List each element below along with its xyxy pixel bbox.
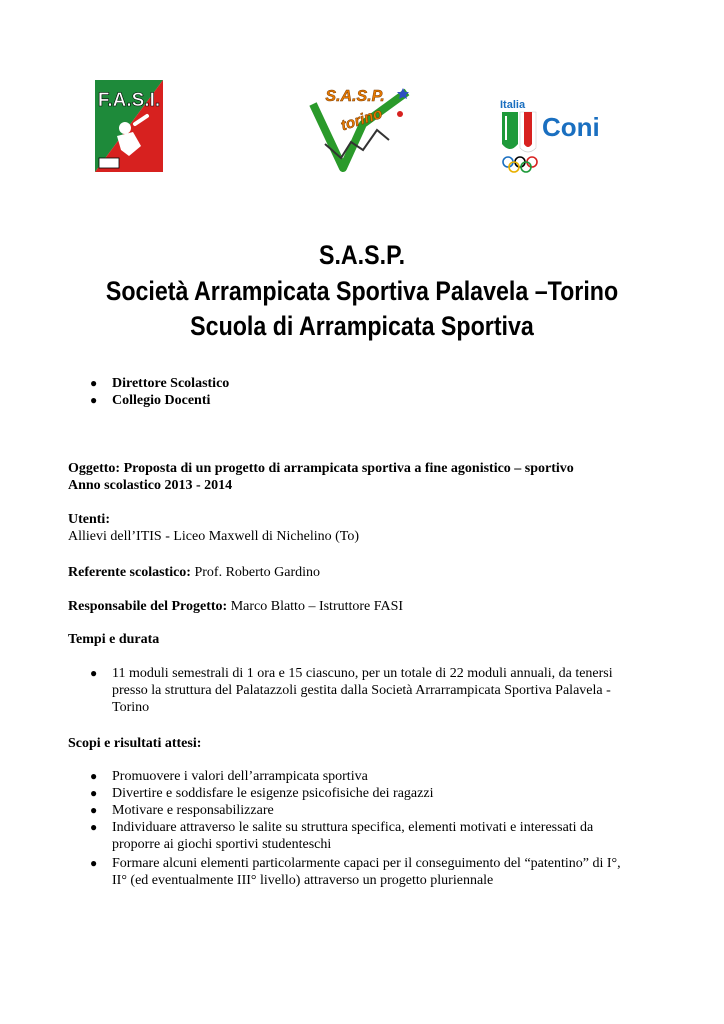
- title-line-3: Scuola di Arrampicata Sportiva: [190, 311, 534, 341]
- referente-value: Prof. Roberto Gardino: [190, 565, 321, 580]
- bullet-icon: ●: [90, 376, 98, 390]
- scopi-item-line: Formare alcuni elementi particolarmente capaci per il conseguimento del “patentino” di I°,: [112, 856, 621, 871]
- tempi-item-line: Torino: [112, 700, 150, 715]
- bullet-icon: ●: [90, 820, 98, 834]
- coni-logo-name: Coni: [542, 112, 600, 142]
- document-title: [51, 238, 674, 345]
- bullet-icon: ●: [90, 856, 98, 870]
- tempi-heading: Tempi e durata: [68, 632, 160, 647]
- school-year: Anno scolastico 2013 - 2014: [68, 478, 233, 493]
- bullet-icon: ●: [90, 666, 98, 680]
- responsabile-label: Responsabile del Progetto:: [68, 599, 228, 614]
- fasi-logo: [95, 80, 163, 172]
- subject-line: Oggetto: Proposta di un progetto di arrampicata sportiva a fine agonistico – sportivo: [68, 461, 574, 476]
- tempi-item-line: presso la struttura del Palatazzoli gestita dalla Società Arrarrampicata Sportiva Palavela -: [112, 683, 611, 698]
- sasp-logo: [303, 84, 415, 174]
- scopi-item: [112, 855, 621, 889]
- sasp-logo-subtitle: torino: [338, 105, 385, 135]
- title-line-2: Società Arrampicata Sportiva Palavela –Torino: [105, 275, 619, 306]
- referente-label: Referente scolastico:: [68, 565, 191, 580]
- tempi-item: [112, 665, 613, 716]
- recipient-item: Direttore Scolastico: [112, 376, 230, 391]
- referente-line: [68, 564, 320, 581]
- utenti-value: Allievi dell’ITIS - Liceo Maxwell di Nichelino (To): [68, 529, 359, 544]
- scopi-item: [112, 802, 274, 819]
- coni-logo-italia: Italia: [500, 99, 526, 111]
- scopi-item-line: proporre ai giochi sportivi studenteschi: [112, 837, 332, 852]
- scopi-item-line: Motivare e responsabilizzare: [112, 803, 274, 818]
- coni-logo: [498, 96, 620, 176]
- responsabile-value: Marco Blatto – Istruttore FASI: [227, 599, 404, 614]
- bullet-icon: ●: [90, 786, 98, 800]
- scopi-item-line: Individuare attraverso le salite su struttura specifica, elementi motivati e interessati da: [112, 820, 594, 835]
- scopi-item-line: Promuovere i valori dell’arrampicata sportiva: [112, 769, 368, 784]
- title-line-1: S.A.S.P.: [318, 240, 406, 270]
- utenti-label: Utenti:: [68, 512, 110, 527]
- responsabile-line: [68, 598, 403, 615]
- bullet-icon: ●: [90, 769, 98, 783]
- scopi-heading: Scopi e risultati attesi:: [68, 736, 202, 751]
- scopi-item-line: Divertire e soddisfare le esigenze psicofisiche dei ragazzi: [112, 786, 434, 801]
- scopi-item-line: II° (ed eventualmente III° livello) attraverso un progetto pluriennale: [112, 873, 494, 888]
- sasp-logo-title: S.A.S.P.: [325, 88, 385, 105]
- scopi-item: [112, 768, 368, 785]
- scopi-item: [112, 819, 593, 853]
- bullet-icon: ●: [90, 803, 98, 817]
- scopi-item: [112, 785, 433, 802]
- tempi-item-line: 11 moduli semestrali di 1 ora e 15 ciascuno, per un totale di 22 moduli annuali, da tenersi: [112, 666, 613, 681]
- fasi-logo-text: F.A.S.I.: [97, 90, 161, 111]
- bullet-icon: ●: [90, 393, 98, 407]
- recipient-item: Collegio Docenti: [112, 393, 211, 408]
